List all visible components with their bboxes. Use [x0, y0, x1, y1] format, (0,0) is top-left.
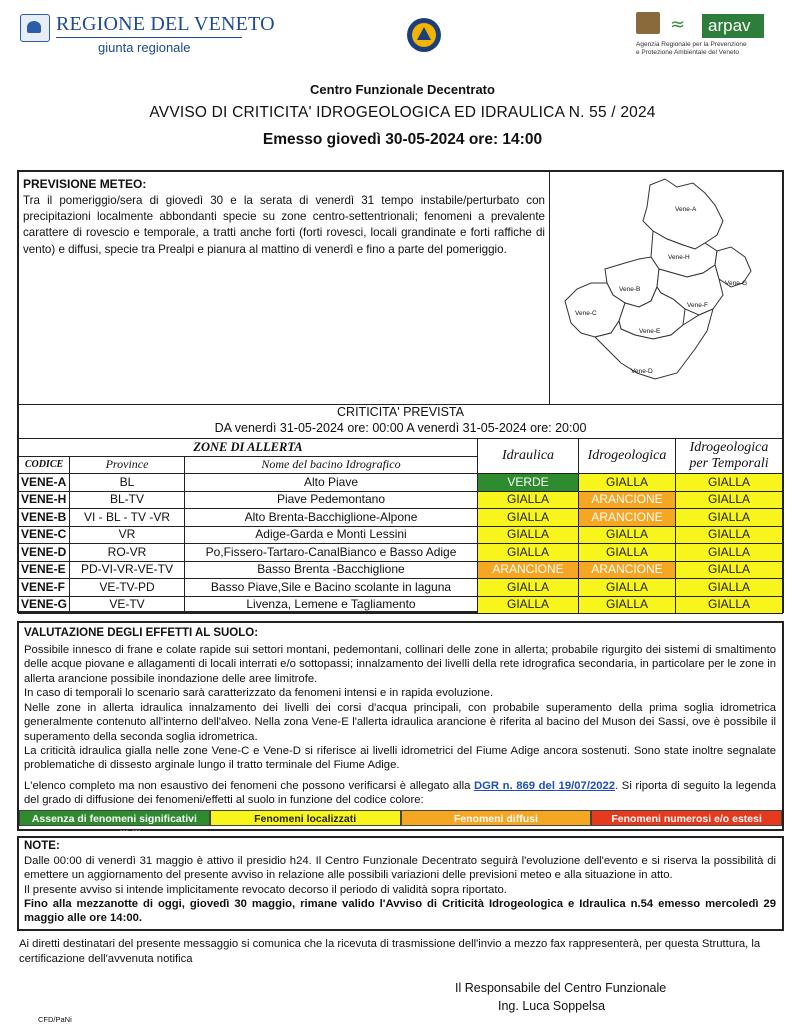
table-row [19, 491, 783, 509]
level-idraulica: GIALLA [478, 509, 579, 527]
zone-province: PD-VI-VR-VE-TV [70, 561, 185, 579]
level-idraulica: GIALLA [478, 579, 579, 597]
note-paragraph-1: Dalle 00:00 di venerdì 31 maggio è attivo il presidio h24. Il Centro Funzionale Decentrato seguirà l'evoluzione dell'evento e si riserva la possibilità di emettere un aggiornamento del presente avviso in relazione alle possibili variazioni delle previsioni meteo e alla situazione in atto. [24, 855, 776, 882]
level-idrogeologica: ARANCIONE [579, 491, 676, 509]
zone-basin: Basso Piave,Sile e Bacino scolante in laguna [185, 579, 478, 597]
legend-item: Assenza di fenomeni significativi prevedibili [19, 810, 210, 826]
level-temporali: GIALLA [676, 596, 783, 614]
legend-item: Fenomeni numerosi e/o estesi [591, 810, 782, 826]
level-temporali: GIALLA [676, 544, 783, 562]
zone-code: VENE-E [19, 561, 70, 579]
allerta-table [18, 438, 783, 614]
level-temporali: GIALLA [676, 491, 783, 509]
table-row [19, 561, 783, 579]
valutazione-paragraph-3: Nelle zone in allerta idraulica innalzamento dei livelli dei corsi d'acqua principali, con probabile superamento della prima soglia idrometrica generalmente contenuto all'interno dell'alveo. Nella zona Vene-E l'allerta idraulica arancione è riferita al bacino del Muson dei Sassi, ove è possibile il superamento della seconda soglia idrometrica. [24, 702, 776, 743]
valutazione-paragraph-1: Possibile innesco di frane e colate rapide sui settori montani, pedemontani, collinari delle zone in allerta; probabile rigurgito dei sistemi di smaltimento delle acque piovane e allagamenti di locali interrati e/o sottopassi; innalzamento dei livelli della rete idrografica secondaria, in particolare per le zone in allerta arancione possibile inondazione delle aree limitrofe. [24, 644, 776, 685]
level-idraulica: GIALLA [478, 544, 579, 562]
level-idrogeologica: GIALLA [579, 596, 676, 614]
valutazione-title: VALUTAZIONE DEGLI EFFETTI AL SUOLO: [24, 627, 259, 639]
arpav-logo [636, 12, 786, 58]
level-temporali: GIALLA [676, 509, 783, 527]
map-label-vene-h: Vene-H [668, 254, 690, 261]
zone-province: BL-TV [70, 491, 185, 509]
zone-province: VI - BL - TV -VR [70, 509, 185, 527]
zone-code: VENE-F [19, 579, 70, 597]
level-temporali: GIALLA [676, 561, 783, 579]
signature-role: Il Responsabile del Centro Funzionale [455, 981, 667, 995]
col-idrogeologica: Idrogeologica [579, 439, 676, 474]
zone-basin: Piave Pedemontano [185, 491, 478, 509]
meteo-text: Tra il pomeriggio/sera di giovedì 30 e la serata di venerdì 31 tempo instabile/perturbato con precipitazioni localmente abbondanti specie su zone centro-settentrionali; fenomeni a prevalente carattere di rovescio e temporale, a tratti anche forti (forti rovesci, locali grandinate e forti raffiche di vento) e diffusi, specie tra Prealpi e pianura al mattino di venerdì e fino a parte del pomeriggio. [23, 194, 545, 256]
map-label-vene-a: Vene-A [675, 206, 697, 213]
table-row [19, 596, 783, 614]
note-paragraph-3: Fino alla mezzanotte di oggi, giovedì 30 maggio, rimane valido l'Avviso di Criticità Idrogeologica e Idraulica n.54 emesso mercoledì 29 maggio alle ore 14:00. [24, 898, 776, 925]
zone-code: VENE-A [19, 474, 70, 492]
col-codice: CODICE [19, 456, 70, 474]
col-temporali: Idrogeologica per Temporali [676, 439, 783, 474]
valutazione-paragraph-5: L'elenco completo ma non esaustivo dei fenomeni che possono verificarsi è allegato alla DGR n. 869 del 19/07/2022. Si riporta di seguito la legenda del grado di diffusione dei fenomeni/effetti al suolo in funzione del codice colore: [24, 780, 776, 807]
meteo-title: PREVISIONE METEO: [23, 177, 147, 191]
table-row [19, 509, 783, 527]
criticita-title: CRITICITA' PREVISTA [337, 405, 464, 419]
zone-basin: Basso Brenta -Bacchiglione [185, 561, 478, 579]
map-label-vene-f: Vene-F [687, 302, 708, 309]
zone-code: VENE-H [19, 491, 70, 509]
avviso-title: AVVISO DI CRITICITA' IDROGEOLOGICA ED IDRAULICA N. 55 / 2024 [149, 104, 656, 121]
map-label-vene-g: Vene-G [725, 280, 748, 287]
map-label-vene-d: Vene-D [631, 368, 653, 375]
zone-basin: Livenza, Lemene e Tagliamento [185, 596, 478, 614]
destinatari-text: Ai diretti destinatari del presente messaggio si comunica che la ricevuta di trasmissione dell'invio a mezzo fax rappresenterà, per questa Struttura, la certificazione dell'avvenuta notifica [19, 938, 761, 965]
zone-code: VENE-G [19, 596, 70, 614]
region-subtitle: giunta regionale [98, 40, 191, 55]
region-name: REGIONE DEL VENETO [56, 13, 275, 35]
divider [56, 37, 242, 38]
level-idraulica: GIALLA [478, 596, 579, 614]
regione-veneto-logo [18, 10, 275, 58]
col-idraulica: Idraulica [478, 439, 579, 474]
level-idrogeologica: ARANCIONE [579, 561, 676, 579]
protezione-civile-logo-icon [407, 18, 441, 52]
level-temporali: GIALLA [676, 579, 783, 597]
level-idrogeologica: GIALLA [579, 474, 676, 492]
lion-emblem-icon [20, 14, 50, 42]
level-temporali: GIALLA [676, 526, 783, 544]
zone-code: VENE-D [19, 544, 70, 562]
table-row [19, 526, 783, 544]
zone-basin: Alto Piave [185, 474, 478, 492]
emission-date: Emesso giovedì 30-05-2024 ore: 14:00 [262, 131, 543, 148]
legend-item: Fenomeni diffusi [401, 810, 592, 826]
table-row [19, 544, 783, 562]
col-bacino: Nome del bacino Idrografico [185, 456, 478, 474]
legend-item: Fenomeni localizzati [210, 810, 401, 826]
table-row [19, 579, 783, 597]
zone-basin: Adige-Garda e Monti Lessini [185, 526, 478, 544]
table-row [19, 474, 783, 492]
arpav-emblem-icon [636, 12, 660, 34]
level-idraulica: VERDE [478, 474, 579, 492]
level-temporali: GIALLA [676, 474, 783, 492]
level-idraulica: GIALLA [478, 526, 579, 544]
footer-code: CFD/PaNi [38, 1015, 72, 1024]
level-idrogeologica: GIALLA [579, 579, 676, 597]
level-idrogeologica: GIALLA [579, 526, 676, 544]
zone-basin: Alto Brenta-Bacchiglione-Alpone [185, 509, 478, 527]
valutazione-paragraph-2: In caso di temporali lo scenario sarà caratterizzato da fenomeni intensi e in rapida evoluzione. [24, 687, 494, 699]
zone-province: VE-TV-PD [70, 579, 185, 597]
zone-code: VENE-C [19, 526, 70, 544]
zone-code: VENE-B [19, 509, 70, 527]
level-idraulica: ARANCIONE [478, 561, 579, 579]
map-label-vene-b: Vene-B [619, 286, 641, 293]
valutazione-paragraph-4: La criticità idraulica gialla nelle zone Vene-C e Vene-D si riferisce ai livelli idrometrici del Fiume Adige ancora sostenuti. Sono state inoltre segnalate problematiche di dissesto arginale lungo il tratto terminale del Fiume Adige. [24, 745, 776, 772]
criticita-range: DA venerdì 31-05-2024 ore: 00:00 A venerdì 31-05-2024 ore: 20:00 [214, 421, 587, 435]
veneto-zones-map [555, 173, 780, 398]
note-paragraph-2: Il presente avviso si intende implicitamente revocato decorso il periodo di validità sopra riportato. [24, 884, 507, 896]
level-idrogeologica: ARANCIONE [579, 509, 676, 527]
level-idraulica: GIALLA [478, 491, 579, 509]
level-idrogeologica: GIALLA [579, 544, 676, 562]
dgr-link[interactable]: DGR n. 869 del 19/07/2022 [473, 780, 616, 792]
center-title: Centro Funzionale Decentrato [310, 82, 495, 97]
arpav-subtitle: Agenzia Regionale per la Prevenzione e Protezione Ambientale del Veneto [636, 41, 747, 56]
arpav-wave-icon: ≈ [670, 14, 686, 35]
zone-province: VE-TV [70, 596, 185, 614]
col-province: Province [70, 456, 185, 474]
arpav-wordmark: arpav [702, 14, 764, 38]
color-legend [19, 810, 782, 841]
zone-header: ZONE DI ALLERTA [19, 439, 478, 457]
zone-basin: Po,Fissero-Tartaro-CanalBianco e Basso Adige [185, 544, 478, 562]
map-label-vene-c: Vene-C [575, 310, 597, 317]
map-label-vene-e: Vene-E [639, 328, 661, 335]
zone-province: VR [70, 526, 185, 544]
zone-province: RO-VR [70, 544, 185, 562]
zone-province: BL [70, 474, 185, 492]
signature-name: Ing. Luca Soppelsa [498, 999, 606, 1013]
note-title: NOTE: [24, 840, 60, 852]
